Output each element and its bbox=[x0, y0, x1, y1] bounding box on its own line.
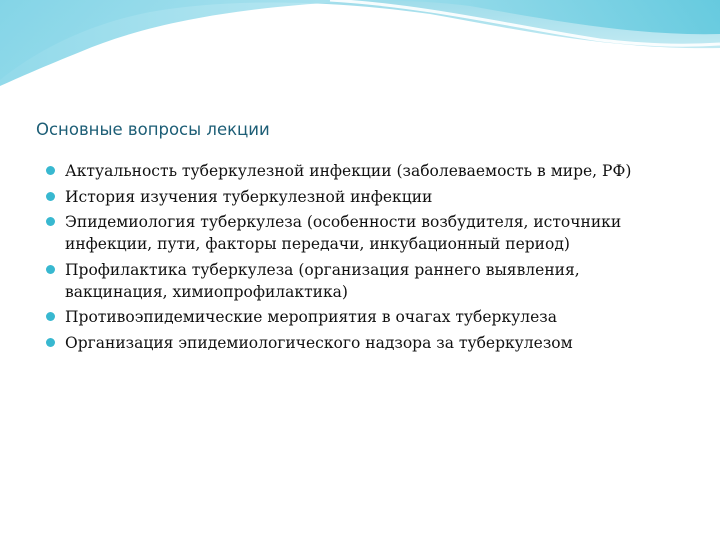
topic-item bbox=[46, 259, 686, 303]
slide-title: Основные вопросы лекции bbox=[36, 120, 270, 139]
topic-item bbox=[46, 160, 686, 182]
topic-item bbox=[46, 186, 686, 208]
topic-item bbox=[46, 211, 686, 255]
circle-bullet-icon bbox=[46, 312, 55, 321]
topic-text: Организация эпидемиологического надзора за туберкулезом bbox=[65, 333, 573, 352]
circle-bullet-icon bbox=[46, 166, 55, 175]
circle-bullet-icon bbox=[46, 217, 55, 226]
header-wave-decoration bbox=[0, 0, 720, 100]
topic-item bbox=[46, 306, 686, 328]
topic-text: История изучения туберкулезной инфекции bbox=[65, 187, 433, 206]
topic-text: Эпидемиология туберкулеза (особенности возбудителя, источники инфекции, пути, факторы передачи, инкубационный период) bbox=[65, 213, 622, 253]
topic-text: Противоэпидемические мероприятия в очагах туберкулеза bbox=[65, 308, 558, 326]
topic-text: Профилактика туберкулеза (организация раннего выявления, вакцинация, химиопрофилактика) bbox=[65, 260, 580, 301]
circle-bullet-icon bbox=[46, 265, 55, 274]
topic-item bbox=[46, 332, 686, 354]
circle-bullet-icon bbox=[46, 338, 55, 347]
topics-list bbox=[46, 160, 686, 357]
circle-bullet-icon bbox=[46, 192, 55, 201]
topic-text: Актуальность туберкулезной инфекции (заболеваемость в мире, РФ) bbox=[65, 162, 632, 180]
